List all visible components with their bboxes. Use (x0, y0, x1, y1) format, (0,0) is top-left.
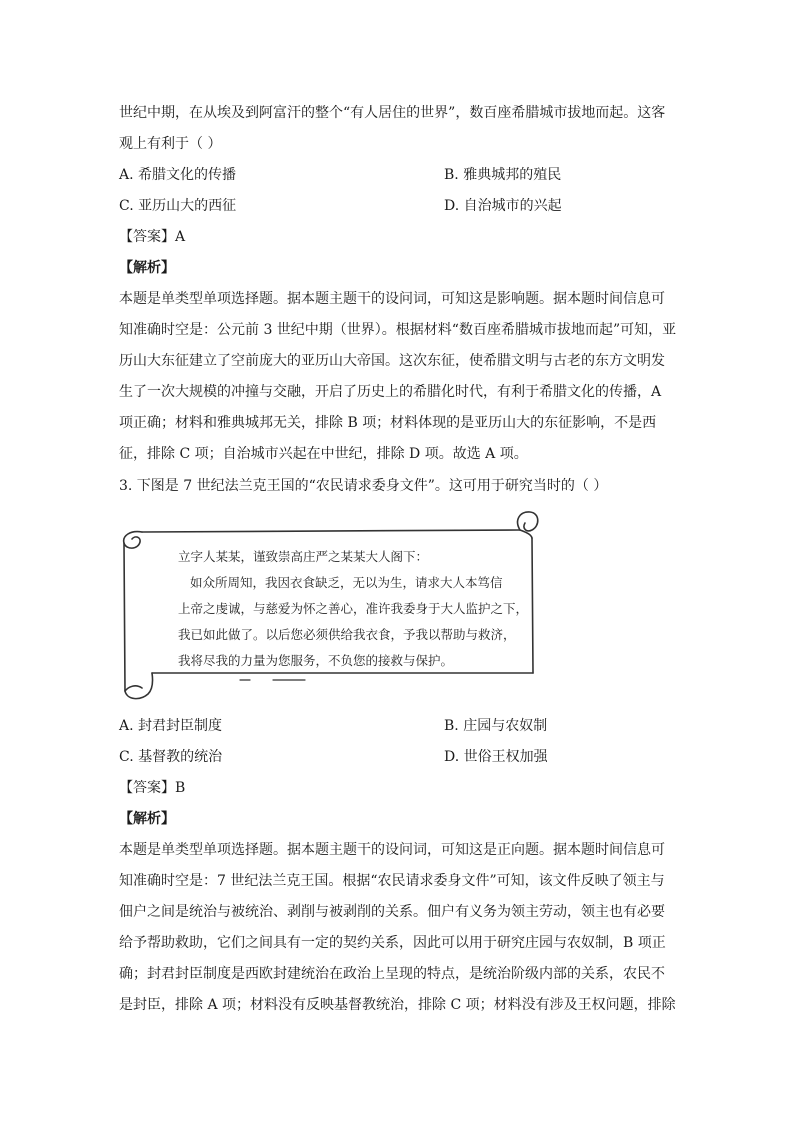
q3-analysis-line: 佃户之间是统治与被统治、剥削与被剥削的关系。佃户有义务为领主劳动，领主也有必要 (119, 904, 665, 920)
q3-stem (119, 471, 679, 502)
q2-analysis-line: 征，排除 C 项；自治城市兴起在中世纪，排除 D 项。故选 A 项。 (119, 446, 528, 462)
q2-answer: 【答案】A (119, 229, 186, 245)
q2-analysis (119, 284, 679, 470)
q2-option-d: D. 自治城市的兴起 (444, 198, 562, 214)
q2-stem (119, 98, 679, 160)
scroll-line: 我已如此做了。以后您必须供给我衣食，予我以帮助与救济， (178, 627, 516, 642)
scroll-line: 立字人某某，谨致崇高庄严之某某大人阁下： (178, 549, 429, 564)
q2-option-b: B. 雅典城邦的殖民 (444, 167, 562, 183)
q3-analysis (119, 835, 679, 1021)
q2-analysis-line: 项正确；材料和雅典城邦无关，排除 B 项；材料体现的是亚历山大的东征影响，不是西 (119, 415, 657, 431)
q2-answer-block (119, 222, 679, 284)
q2-analysis-line: 知准确时空是：公元前 3 世纪中期（世界）。根据材料“数百座希腊城市拔地而起”可知，亚 (119, 322, 677, 338)
scroll-document-figure (120, 508, 540, 703)
q3-stem-line: 3. 下图是 7 世纪法兰克王国的“农民请求委身文件”。这可用于研究当时的（ ） (119, 478, 608, 494)
q2-stem-line: 世纪中期，在从埃及到阿富汗的整个“有人居住的世界”，数百座希腊城市拔地而起。这客 (119, 105, 666, 121)
scroll-line: 如众所周知，我因衣食缺乏，无以为生，请求大人本笃信 (190, 575, 503, 590)
q3-option-a: A. 封君封臣制度 (119, 718, 223, 734)
q2-analysis-label: 【解析】 (119, 260, 175, 276)
q2-option-c: C. 亚历山大的西征 (119, 198, 237, 214)
q3-analysis-line: 给予帮助救助，它们之间具有一定的契约关系，因此可以用于研究庄园与农奴制，B 项正 (119, 935, 666, 951)
q3-analysis-line: 确；封君封臣制度是西欧封建统治在政治上呈现的特点，是统治阶级内部的关系，农民不 (119, 966, 665, 982)
q3-analysis-line: 是封臣，排除 A 项；材料没有反映基督教统治，排除 C 项；材料没有涉及王权问题，排除 (119, 997, 676, 1013)
q3-analysis-label: 【解析】 (119, 811, 175, 827)
q3-option-b: B. 庄园与农奴制 (444, 718, 548, 734)
q3-answer: 【答案】B (119, 780, 186, 796)
q3-option-c: C. 基督教的统治 (119, 749, 223, 765)
scroll-line: 上帝之虔诚，与慈爱为怀之善心，准许我委身于大人监护之下， (178, 601, 529, 616)
q3-answer-block (119, 773, 679, 835)
q2-analysis-line: 历山大东征建立了空前庞大的亚历山大帝国。这次东征，使希腊文明与古老的东方文明发 (119, 353, 665, 369)
q2-analysis-line: 生了一次大规模的冲撞与交融，开启了历史上的希腊化时代，有利于希腊文化的传播，A (119, 384, 662, 400)
scroll-line: 我将尽我的力量为您服务，不负您的接救与保护。 (178, 653, 454, 668)
q3-analysis-line: 本题是单类型单项选择题。据本题主题干的设问词，可知这是正向题。据本题时间信息可 (119, 842, 665, 858)
q3-option-d: D. 世俗王权加强 (444, 749, 548, 765)
q2-analysis-line: 本题是单类型单项选择题。据本题主题干的设问词，可知这是影响题。据本题时间信息可 (119, 291, 665, 307)
q3-analysis-line: 知准确时空是：7 世纪法兰克王国。根据“农民请求委身文件”可知，该文件反映了领主与 (119, 873, 665, 889)
q2-stem-line: 观上有利于（ ） (119, 136, 222, 152)
scroll-text (178, 544, 529, 674)
q2-option-a: A. 希腊文化的传播 (119, 167, 237, 183)
